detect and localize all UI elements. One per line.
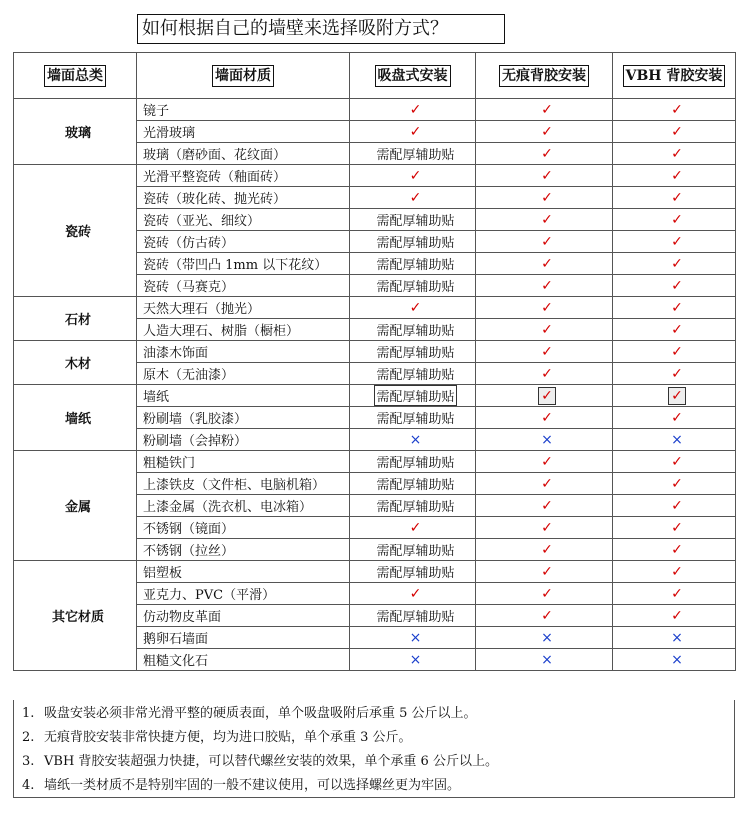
cross-icon: × — [409, 629, 422, 646]
traceless-cell — [476, 495, 613, 517]
material-cell: 鹅卵石墙面 — [137, 627, 350, 649]
check-icon: ✓ — [409, 519, 422, 536]
vbh-cell — [613, 385, 736, 407]
note-number: 2. — [22, 730, 35, 745]
check-icon: ✓ — [671, 233, 683, 250]
vbh-cell — [613, 605, 736, 627]
suction-cell — [350, 649, 476, 671]
requirement-text: 需配厚辅助贴 — [376, 214, 455, 229]
check-icon: ✓ — [541, 123, 553, 140]
material-cell: 天然大理石（抛光） — [137, 297, 350, 319]
material-cell: 不锈钢（镜面） — [137, 517, 350, 539]
check-icon: ✓ — [541, 343, 553, 360]
check-icon: ✓ — [541, 299, 553, 316]
requirement-text: 需配厚辅助贴 — [376, 500, 455, 515]
suction-cell — [350, 143, 476, 165]
vbh-cell — [613, 297, 736, 319]
suction-cell — [350, 341, 476, 363]
material-cell: 镜子 — [137, 99, 350, 121]
material-cell: 粗糙文化石 — [137, 649, 350, 671]
vbh-cell — [613, 363, 736, 385]
compatibility-table — [13, 52, 736, 671]
requirement-text: 需配厚辅助贴 — [376, 456, 455, 471]
vbh-cell — [613, 253, 736, 275]
check-icon: ✓ — [541, 409, 553, 426]
check-icon: ✓ — [671, 277, 683, 294]
material-cell: 上漆金属（洗衣机、电冰箱） — [137, 495, 350, 517]
check-icon: ✓ — [541, 453, 553, 470]
traceless-cell — [476, 143, 613, 165]
check-icon: ✓ — [541, 145, 553, 162]
material-cell: 油漆木饰面 — [137, 341, 350, 363]
vbh-cell — [613, 407, 736, 429]
note-item — [22, 750, 734, 774]
suction-cell — [350, 231, 476, 253]
note-text: 无痕背胶安装非常快捷方便，均为进口胶贴，单个承重 3 公斤。 — [44, 730, 412, 745]
vbh-cell — [613, 539, 736, 561]
suction-cell — [350, 253, 476, 275]
table-row — [14, 99, 736, 121]
table-row — [14, 341, 736, 363]
vbh-cell — [613, 231, 736, 253]
check-icon: ✓ — [671, 211, 683, 228]
vbh-cell — [613, 187, 736, 209]
requirement-text: 需配厚辅助贴 — [376, 544, 455, 559]
traceless-cell — [476, 187, 613, 209]
check-icon: ✓ — [671, 585, 683, 602]
material-cell: 亚克力、PVC（平滑） — [137, 583, 350, 605]
check-icon: ✓ — [541, 497, 553, 514]
suction-cell — [350, 561, 476, 583]
suction-cell — [350, 165, 476, 187]
material-cell: 原木（无油漆） — [137, 363, 350, 385]
table-row — [14, 165, 736, 187]
suction-cell — [350, 539, 476, 561]
vbh-cell — [613, 649, 736, 671]
check-icon: ✓ — [409, 167, 422, 184]
check-icon: ✓ — [671, 365, 683, 382]
traceless-cell — [476, 165, 613, 187]
note-text: 吸盘安装必须非常光滑平整的硬质表面，单个吸盘吸附后承重 5 公斤以上。 — [44, 706, 477, 721]
suction-cell — [350, 385, 476, 407]
check-icon: ✓ — [671, 299, 683, 316]
material-cell: 粉刷墙（会掉粉） — [137, 429, 350, 451]
vbh-cell — [613, 121, 736, 143]
material-cell: 瓷砖（带凹凸 1mm 以下花纹） — [137, 253, 350, 275]
material-cell: 仿动物皮革面 — [137, 605, 350, 627]
header-vbh: VBH 背胶安装 — [613, 53, 736, 99]
table-row — [14, 561, 736, 583]
check-icon: ✓ — [541, 189, 553, 206]
traceless-cell — [476, 231, 613, 253]
suction-cell — [350, 605, 476, 627]
material-cell: 铝塑板 — [137, 561, 350, 583]
check-icon: ✓ — [541, 563, 553, 580]
table-header-row — [14, 53, 736, 99]
vbh-cell — [613, 517, 736, 539]
note-number: 3. — [22, 754, 35, 769]
check-icon: ✓ — [541, 233, 553, 250]
check-icon: ✓ — [541, 585, 553, 602]
check-icon: ✓ — [671, 189, 683, 206]
material-cell: 光滑平整瓷砖（釉面砖） — [137, 165, 350, 187]
check-icon: ✓ — [671, 343, 683, 360]
requirement-text: 需配厚辅助贴 — [374, 385, 456, 406]
requirement-text: 需配厚辅助贴 — [376, 478, 455, 493]
check-icon: ✓ — [541, 255, 553, 272]
traceless-cell — [476, 341, 613, 363]
vbh-cell — [613, 99, 736, 121]
vbh-cell — [613, 341, 736, 363]
requirement-text: 需配厚辅助贴 — [376, 610, 455, 625]
requirement-text: 需配厚辅助贴 — [376, 346, 455, 361]
note-text: 墙纸一类材质不是特别牢固的一般不建议使用，可以选择螺丝更为牢固。 — [44, 778, 461, 793]
check-icon: ✓ — [671, 607, 683, 624]
vbh-cell — [613, 429, 736, 451]
requirement-text: 需配厚辅助贴 — [376, 566, 455, 581]
suction-cell — [350, 517, 476, 539]
check-icon: ✓ — [541, 519, 553, 536]
suction-cell — [350, 319, 476, 341]
check-icon: ✓ — [671, 321, 683, 338]
material-cell: 瓷砖（马赛克） — [137, 275, 350, 297]
header-traceless: 无痕背胶安装 — [476, 53, 613, 99]
material-cell: 人造大理石、树脂（橱柜） — [137, 319, 350, 341]
check-icon: ✓ — [541, 167, 553, 184]
material-cell: 瓷砖（玻化砖、抛光砖） — [137, 187, 350, 209]
material-cell: 粗糙铁门 — [137, 451, 350, 473]
traceless-cell — [476, 473, 613, 495]
suction-cell — [350, 187, 476, 209]
requirement-text: 需配厚辅助贴 — [376, 258, 455, 273]
suction-cell — [350, 429, 476, 451]
category-cell: 木材 — [14, 341, 137, 385]
page-title: 如何根据自己的墙壁来选择吸附方式？ — [137, 14, 505, 44]
material-cell: 光滑玻璃 — [137, 121, 350, 143]
check-icon: ✓ — [671, 475, 683, 492]
vbh-cell — [613, 495, 736, 517]
check-icon: ✓ — [541, 277, 553, 294]
requirement-text: 需配厚辅助贴 — [376, 148, 455, 163]
category-cell: 石材 — [14, 297, 137, 341]
suction-cell — [350, 627, 476, 649]
material-cell: 瓷砖（仿古砖） — [137, 231, 350, 253]
check-icon: ✓ — [541, 387, 553, 404]
traceless-cell — [476, 429, 613, 451]
check-icon: ✓ — [671, 563, 683, 580]
traceless-cell — [476, 319, 613, 341]
suction-cell — [350, 275, 476, 297]
note-item — [22, 774, 734, 798]
traceless-cell — [476, 539, 613, 561]
vbh-cell — [613, 165, 736, 187]
check-icon: ✓ — [541, 607, 553, 624]
check-icon: ✓ — [671, 167, 683, 184]
check-icon: ✓ — [409, 189, 422, 206]
check-icon: ✓ — [671, 123, 683, 140]
header-material: 墙面材质 — [137, 53, 350, 99]
traceless-cell — [476, 385, 613, 407]
category-cell: 其它材质 — [14, 561, 137, 671]
check-icon: ✓ — [541, 101, 553, 118]
traceless-cell — [476, 297, 613, 319]
check-icon: ✓ — [409, 585, 422, 602]
traceless-cell — [476, 605, 613, 627]
check-icon: ✓ — [671, 453, 683, 470]
suction-cell — [350, 583, 476, 605]
vbh-cell — [613, 627, 736, 649]
check-icon: ✓ — [541, 365, 553, 382]
suction-cell — [350, 121, 476, 143]
cross-icon: × — [671, 651, 683, 668]
vbh-cell — [613, 561, 736, 583]
requirement-text: 需配厚辅助贴 — [376, 412, 455, 427]
requirement-text: 需配厚辅助贴 — [376, 236, 455, 251]
suction-cell — [350, 407, 476, 429]
suction-cell — [350, 99, 476, 121]
traceless-cell — [476, 583, 613, 605]
note-text: VBH 背胶安装超强力快捷，可以替代螺丝安装的效果，单个承重 6 公斤以上。 — [44, 754, 498, 769]
suction-cell — [350, 209, 476, 231]
traceless-cell — [476, 561, 613, 583]
check-icon: ✓ — [671, 541, 683, 558]
vbh-cell — [613, 319, 736, 341]
suction-cell — [350, 473, 476, 495]
traceless-cell — [476, 451, 613, 473]
check-icon: ✓ — [541, 321, 553, 338]
material-cell: 不锈钢（拉丝） — [137, 539, 350, 561]
material-cell: 上漆铁皮（文件柜、电脑机箱） — [137, 473, 350, 495]
check-icon: ✓ — [671, 145, 683, 162]
traceless-cell — [476, 99, 613, 121]
vbh-cell — [613, 209, 736, 231]
traceless-cell — [476, 517, 613, 539]
check-icon: ✓ — [541, 475, 553, 492]
category-cell: 墙纸 — [14, 385, 137, 451]
material-cell: 玻璃（磨砂面、花纹面） — [137, 143, 350, 165]
traceless-cell — [476, 253, 613, 275]
header-suction: 吸盘式安装 — [350, 53, 476, 99]
traceless-cell — [476, 121, 613, 143]
traceless-cell — [476, 649, 613, 671]
cross-icon: × — [409, 651, 422, 668]
material-cell: 粉刷墙（乳胶漆） — [137, 407, 350, 429]
check-icon: ✓ — [541, 541, 553, 558]
vbh-cell — [613, 143, 736, 165]
note-item — [22, 726, 734, 750]
note-item — [22, 702, 734, 726]
suction-cell — [350, 363, 476, 385]
requirement-text: 需配厚辅助贴 — [376, 324, 455, 339]
table-row — [14, 451, 736, 473]
traceless-cell — [476, 209, 613, 231]
cross-icon: × — [541, 651, 553, 668]
traceless-cell — [476, 407, 613, 429]
suction-cell — [350, 495, 476, 517]
suction-cell — [350, 451, 476, 473]
requirement-text: 需配厚辅助贴 — [376, 368, 455, 383]
vbh-cell — [613, 451, 736, 473]
note-number: 4. — [22, 778, 35, 793]
material-cell: 墙纸 — [137, 385, 350, 407]
cross-icon: × — [671, 629, 683, 646]
check-icon: ✓ — [409, 123, 422, 140]
cross-icon: × — [409, 431, 422, 448]
category-cell: 金属 — [14, 451, 137, 561]
traceless-cell — [476, 275, 613, 297]
check-icon: ✓ — [671, 409, 683, 426]
check-icon: ✓ — [671, 387, 683, 404]
suction-cell — [350, 297, 476, 319]
table-row — [14, 297, 736, 319]
note-number: 1. — [22, 706, 35, 721]
category-cell: 瓷砖 — [14, 165, 137, 297]
traceless-cell — [476, 363, 613, 385]
vbh-cell — [613, 473, 736, 495]
traceless-cell — [476, 627, 613, 649]
cross-icon: × — [671, 431, 683, 448]
vbh-cell — [613, 583, 736, 605]
material-cell: 瓷砖（亚光、细纹） — [137, 209, 350, 231]
check-icon: ✓ — [671, 519, 683, 536]
check-icon: ✓ — [671, 101, 683, 118]
cross-icon: × — [541, 431, 553, 448]
vbh-cell — [613, 275, 736, 297]
cross-icon: × — [541, 629, 553, 646]
table-row — [14, 385, 736, 407]
check-icon: ✓ — [409, 101, 422, 118]
notes-section — [13, 700, 735, 798]
requirement-text: 需配厚辅助贴 — [376, 280, 455, 295]
check-icon: ✓ — [671, 255, 683, 272]
check-icon: ✓ — [409, 299, 422, 316]
check-icon: ✓ — [671, 497, 683, 514]
check-icon: ✓ — [541, 211, 553, 228]
category-cell: 玻璃 — [14, 99, 137, 165]
header-category: 墙面总类 — [14, 53, 137, 99]
